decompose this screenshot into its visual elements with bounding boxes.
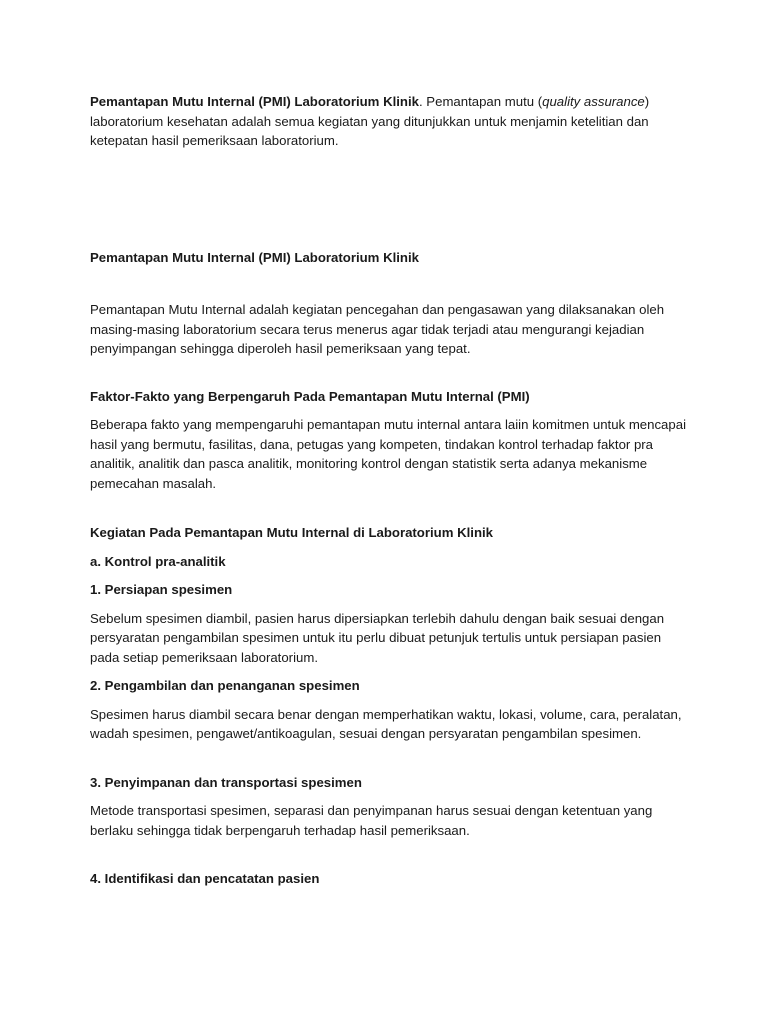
item-title-1: 1. Persiapan spesimen xyxy=(90,582,233,597)
intro-rest: laboratorium kesehatan adalah semua kegiatan yang ditunjukkan untuk menjamin ketelitian dan ketepatan hasil pemeriksaan laboratorium. xyxy=(90,113,649,148)
activities-subheading: a. Kontrol pra-analitik xyxy=(90,553,226,569)
intro-emphasis: quality assurance xyxy=(542,94,645,109)
item-title-4: 4. Identifikasi dan pencatatan pasien xyxy=(90,871,320,886)
section-title: Pemantapan Mutu Internal (PMI) Laboratorium Klinik xyxy=(90,249,419,265)
intro-connector: . Pemantapan mutu ( xyxy=(418,94,543,109)
item-text-1: Sebelum spesimen diambil, pasien harus dipersiapkan terlebih dahulu dengan baik sesuai dengan persyaratan pengambilan spesimen untuk itu perlu dibuat petunjuk tertulis untuk persiapan pasien pada setiap pemeriksaan laboratorium. xyxy=(90,610,665,665)
definition-paragraph: Pemantapan Mutu Internal adalah kegiatan pencegahan dan pengasawan yang dilaksanakan oleh masing-masing laboratorium secara terus menerus agar tidak terjadi atau mengurangi kejadian penyimpangan sehingga diperoleh hasil pemeriksaan yang tepat. xyxy=(90,302,665,356)
factors-paragraph: Beberapa fakto yang mempengaruhi pemantapan mutu internal antara laiin komitmen untuk mencapai hasil yang bermutu, fasilitas, dana, petugas yang kompeten, tindakan kontrol terhadap faktor pra analitik, analitik dan pasca analitik, monitoring kontrol dengan statistik serta adanya mekanisme pemecahan masalah. xyxy=(90,417,686,491)
item-text-2: Spesimen harus diambil secara benar dengan memperhatikan waktu, lokasi, volume, cara, peralatan, wadah spesimen, pengawet/antikoagulan, sesuai dengan persyaratan pengambilan spesimen. xyxy=(90,706,682,741)
document-page xyxy=(90,92,690,889)
factors-heading: Faktor-Fakto yang Berpengaruh Pada Pemantapan Mutu Internal (PMI) xyxy=(90,388,530,404)
intro-lead: Pemantapan Mutu Internal (PMI) Laboratorium Klinik xyxy=(90,94,419,109)
item-title-2: 2. Pengambilan dan penanganan spesimen xyxy=(90,678,360,693)
intro-paragraph xyxy=(90,92,690,151)
intro-close: ) xyxy=(644,94,650,109)
item-text-3: Metode transportasi spesimen, separasi dan penyimpanan harus sesuai dengan ketentuan yang berlaku sehingga tidak berpengaruh terhadap hasil pemeriksaan. xyxy=(90,803,653,838)
item-title-3: 3. Penyimpanan dan transportasi spesimen xyxy=(90,774,362,790)
activities-heading: Kegiatan Pada Pemantapan Mutu Internal di Laboratorium Klinik xyxy=(90,525,494,540)
